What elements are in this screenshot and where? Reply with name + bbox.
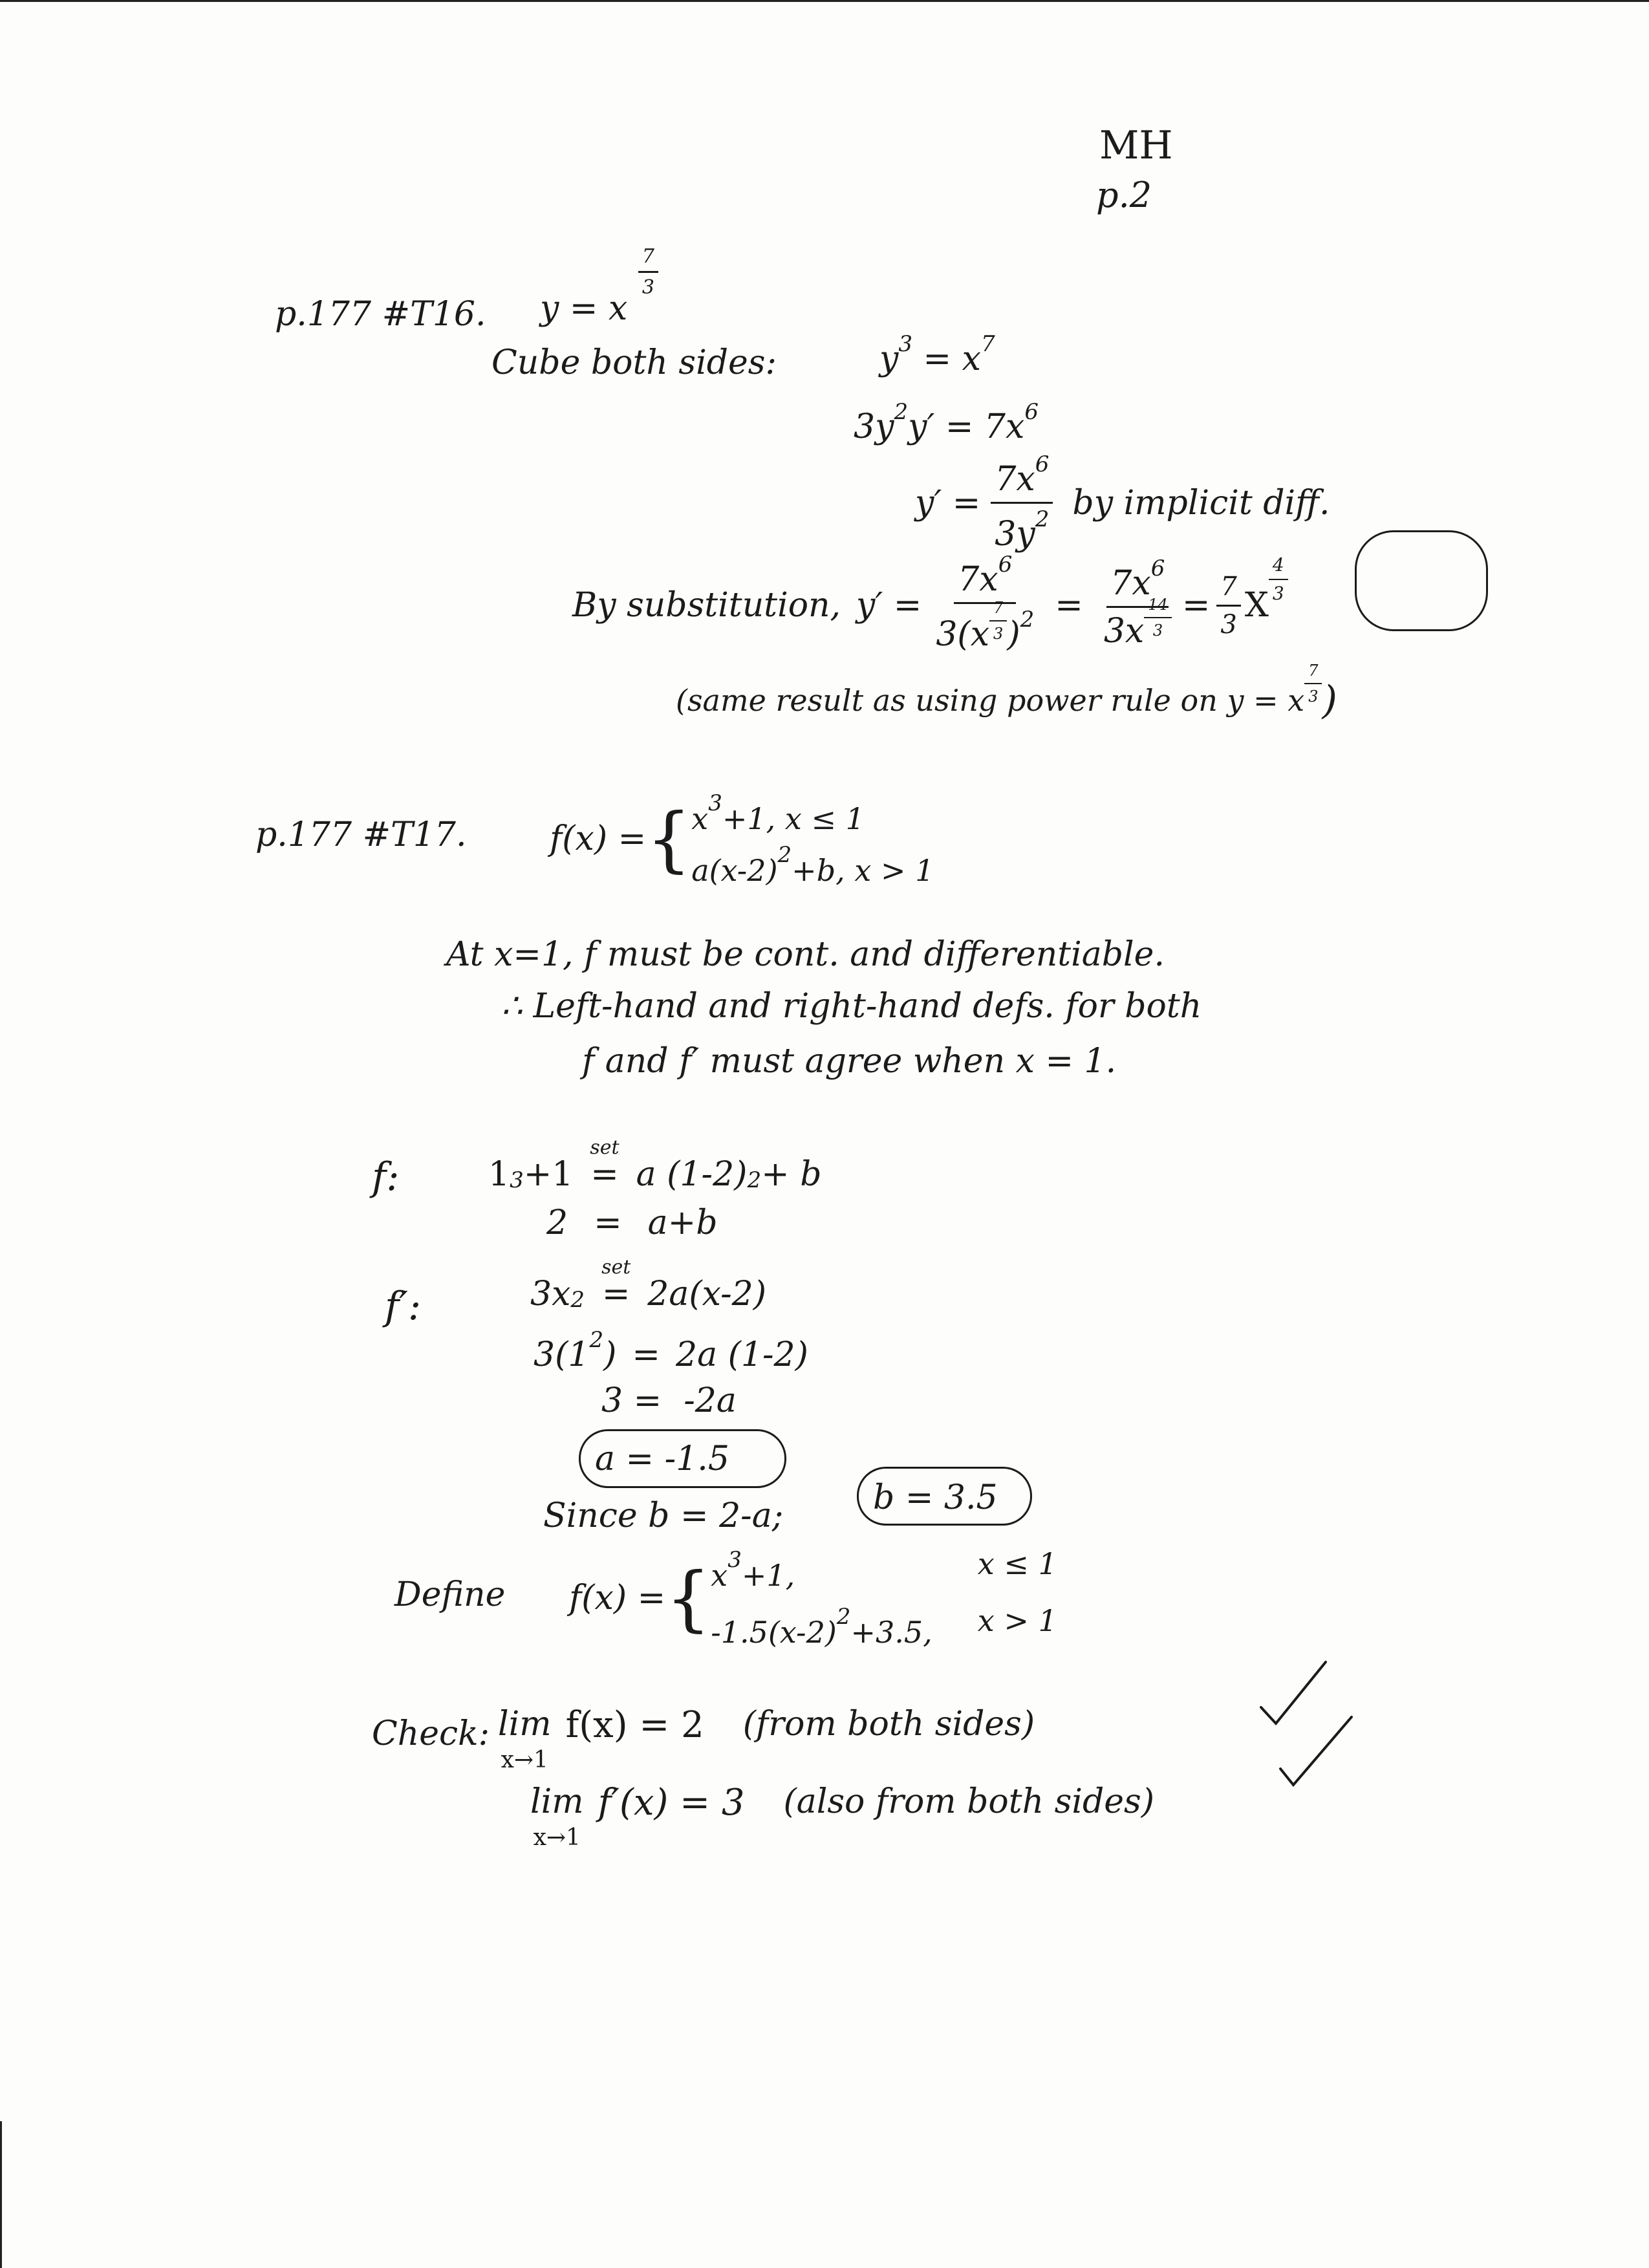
substitution-line: By substitution, y′ = $7x^6$ 3(x $\frac{7}{3}$ )$^2$ = $7x^6$ 3x $\frac{14}{3}$ = $\frac{7}{3}$ X $\frac{4}{3}$: [572, 553, 1288, 658]
check-limit-1: lim x→1 f(x) = 2 (from both sides): [498, 1704, 1035, 1773]
checkmark-icon: [1277, 1714, 1355, 1791]
fprime-condition-label: f′:: [385, 1284, 422, 1329]
scan-edge-top: [0, 0, 1649, 2]
fprime-condition-eq2: $3(1^2) = 2a$ (1-2): [534, 1327, 808, 1374]
header-page-number: p.2: [1096, 175, 1152, 215]
t16-statement: y = x $\frac{7}{3}$: [540, 285, 658, 337]
since-line: Since b = 2-a;: [543, 1496, 784, 1535]
t16-remark: (same result as using power rule on y = x $\frac{7}{3}$ ): [676, 662, 1337, 724]
scan-edge-left: [0, 2121, 2, 2268]
define-piecewise: f(x) = { $x^3+1$, x ≤ 1 $-1.5(x-2)^2+3.5$, x > 1: [569, 1546, 1057, 1650]
t17-label: p.177 #T17.: [255, 815, 467, 854]
b-answer: b = 3.5: [873, 1478, 998, 1517]
check-limit-2: lim x→1 f′(x) = 3 (also from both sides): [530, 1782, 1155, 1851]
fprime-condition-eq3: 3 = -2a: [601, 1381, 737, 1420]
t17-line3: f and f′ must agree when x = 1.: [582, 1042, 1117, 1081]
t17-line1: At x=1, f must be cont. and differentiable.: [446, 935, 1165, 974]
cube-equation: $y^3 = x^7$: [879, 331, 995, 378]
define-brace: {: [665, 1556, 711, 1639]
t17-piecewise: f(x) = { $x^3+1$, x ≤ 1 $a(x-2)^2+b$, x > 1: [550, 790, 934, 888]
b-answer-circle: [857, 1467, 1032, 1526]
fprime-condition-eq1: 3x 2 set = 2a(x-2): [530, 1256, 767, 1313]
t16-answer-circle: [1355, 530, 1488, 631]
f-condition-eq2: 2 = a+b: [546, 1204, 718, 1242]
a-answer-circle: [579, 1429, 786, 1488]
implicit-derivative: $3y^2y' = 7x^6$: [854, 399, 1039, 446]
t16-answer: $\frac{7}{3}$ X $\frac{4}{3}$: [1216, 572, 1288, 639]
header-initials: MH: [1099, 123, 1173, 168]
cube-both-sides-label: Cube both sides:: [491, 343, 777, 382]
t17-line2: ∴ Left-hand and right-hand defs. for both: [501, 987, 1202, 1026]
a-answer: a = -1.5: [595, 1440, 729, 1478]
f-condition-eq1: 1 3 +1 set = a (1-2) 2 + b: [488, 1136, 822, 1194]
yprime-solved: y′ = $\frac{7x^6}{3y^2}$ by implicit diff.: [915, 451, 1330, 554]
piecewise-brace: {: [646, 797, 692, 880]
check-label: Check:: [372, 1714, 490, 1753]
f-condition-label: f:: [372, 1154, 400, 1200]
define-label: Define: [394, 1575, 506, 1614]
t16-label: p.177 #T16.: [275, 295, 486, 334]
